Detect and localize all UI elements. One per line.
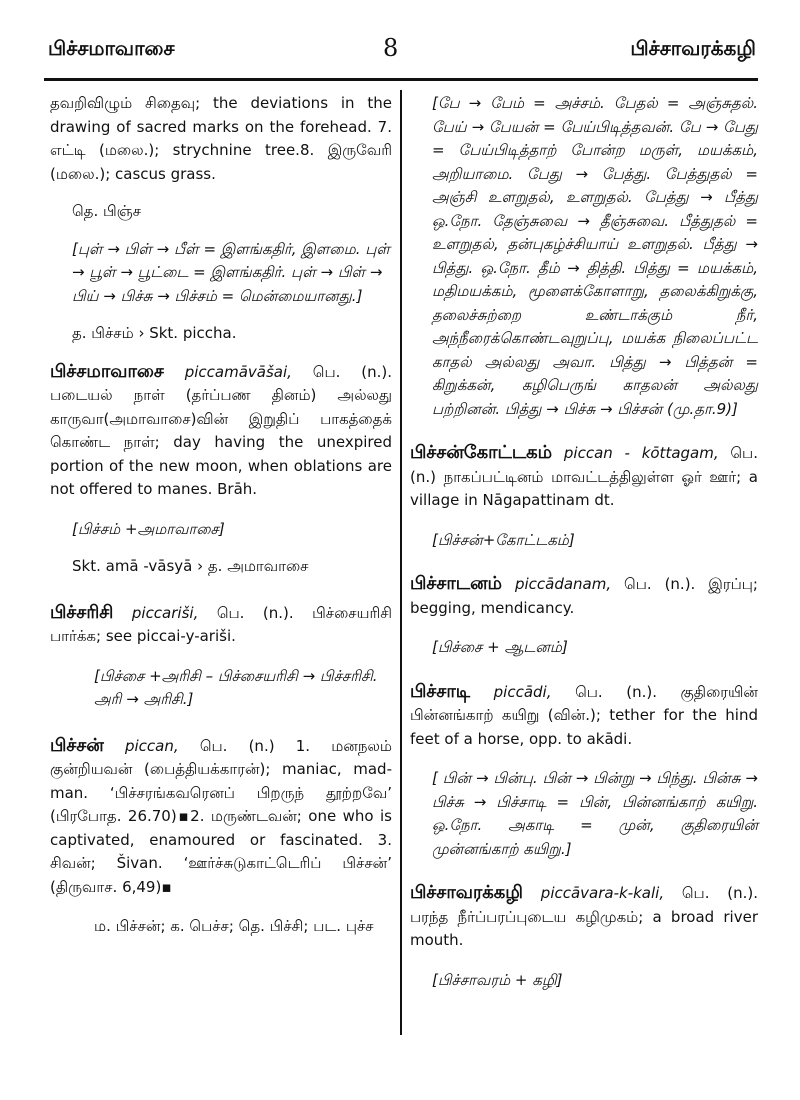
etymology-note: [புள் → பிள் → பீள் = இளங்கதிர், இளமை. புள் → பூள் → பூட்டை = இளங்கதிர். புள் → பிள் → பிய் → பிச்சு → பிச்சம் = மென்மையானது.]: [72, 239, 390, 305]
entry-pos: பெ. (n.).: [216, 603, 294, 622]
entry-definition: இரப்பு; begging, mendicancy.: [410, 575, 758, 617]
entry-headword: பிச்சாடனம்: [410, 573, 503, 594]
entry-transliteration: piccan - kōttagam,: [563, 444, 719, 462]
entry-pos: பெ. (n.): [199, 736, 275, 755]
telugu-cognate: தெ. பிஞ்ச: [72, 202, 142, 220]
entry-definition: படையல் நாள் (தர்ப்பண தினம்) அல்லது காருவா(அமாவாசை)வின் இறுதிப் பாகத்தைக் கொண்ட நாள்; day having the unexpired portion of the new moon, when oblations are not offered to manes. Brāh.: [50, 386, 392, 498]
etymology-note: [பே → பேம் = அச்சம். பேதல் = அஞ்சுதல். பேய் → பேயன் = பேய்பிடித்தவன். பே → பேது = பேய்பிடித்தாற் போன்ற மருள், மயக்கம், அறியாமை. பேது → பேத்து. பேத்துதல் = அஞ்சி உளறுதல், உளறுதல். பேத்து → பீத்து ஒ.நோ. தேஞ்சுவை → தீஞ்சுவை. பீத்துதல் = உளறுதல், தன்புகழ்ச்சியாய் உளறுதல். பீத்து → பித்து. ஒ.நோ. தீம் → தித்தி. பித்து = மயக்கம், மதிமயக்கம், மூளைக்கோளாறு, தலைக்கிறுக்கு, தலைச்சுற்றை உண்டாக்கும் நீர், அந்நீரைக்கொண்டவுறுப்பு, மயக்க நிலைப்பட்ட காதல் அல்லது அவா. பித்து → பித்தன் = கிறுக்கன், கழிபெருங் காதலன் அல்லது பற்றினன். பித்து → பிச்சு → பிச்சன் (மு.தா.9)]: [432, 94, 758, 418]
header-left-guideword: பிச்சமாவாசை: [48, 36, 175, 60]
dictionary-entry: [410, 572, 758, 620]
dictionary-entry: [410, 441, 758, 513]
dictionary-entry: [50, 601, 392, 649]
entry-headword: பிச்சாவரக்கழி: [410, 882, 524, 903]
header-rule: [44, 78, 758, 81]
entry-transliteration: piccādanam,: [514, 575, 612, 593]
page-number: 8: [383, 34, 399, 62]
entry-pos: பெ. (n.).: [624, 575, 696, 593]
entry-pos: பெ. (n.).: [312, 362, 392, 381]
entry-pos: பெ. (n.): [410, 444, 758, 486]
etymology-note: [பிச்சம் +அமாவாசை]: [72, 519, 225, 538]
etymology-note: [ பின் → பின்பு. பின் → பின்று → பிந்து. பின்சு → பிச்சு → பிச்சாடி = பின், பின்னங்காற் கயிறு. ஒ.நோ. அகாடி = முன், குதிரையின் முன்னங்காற் கயிறு.]: [432, 769, 758, 858]
entry-transliteration: piccan,: [124, 736, 179, 755]
entry-definition: பிச்சையரிசி பார்க்க; see piccai-y-ariši.: [50, 603, 392, 645]
entry-transliteration: piccāvara-k-kali,: [540, 884, 665, 902]
left-column: [50, 92, 392, 953]
continued-definition: தவறிவிழும் சிதைவு; the deviations in the drawing of sacred marks on the forehead. 7. எட்டி (மலை.); strychnine tree.8. இருவேரி (மலை.); cascus grass.: [50, 94, 392, 183]
entry-transliteration: piccādi,: [493, 682, 552, 701]
etymology-note: [பிச்சாவரம் + கழி]: [432, 970, 563, 989]
sanskrit-note: Skt. amā -vāsyā › த. அமாவாசை: [72, 557, 309, 575]
entry-pos: பெ. (n.).: [681, 884, 758, 902]
etymology-note: [பிச்சை + ஆடனம்]: [432, 638, 568, 656]
entry-headword: பிச்சன்: [50, 734, 104, 756]
entry-transliteration: piccariši,: [131, 603, 199, 622]
cognates-note: ம. பிச்சன்; க. பெச்ச; தெ. பிச்சி; பட. புச்ச: [94, 917, 374, 935]
right-column: [410, 92, 758, 1006]
entry-transliteration: piccamāvāšai,: [184, 362, 292, 381]
header-right-guideword: பிச்சாவரக்கழி: [630, 36, 756, 60]
entry-definition: பரந்த நீர்ப்பரப்புடைய கழிமுகம்; a broad river mouth.: [410, 907, 758, 949]
entry-headword: பிச்சரிசி: [50, 601, 114, 623]
etymology-note: [பிச்சன்+கோட்டகம்]: [432, 530, 575, 549]
dictionary-entry: [410, 680, 758, 752]
entry-headword: பிச்சன்கோட்டகம்: [410, 442, 553, 463]
dictionary-entry: [50, 734, 392, 900]
sanskrit-note: த. பிச்சம் › Skt. piccha.: [72, 324, 237, 342]
entry-definition: 1. மனநலம் குன்றியவன் (பைத்தியக்காரன்); maniac, mad-man. ‘பிச்சரங்கவரெனப் பிறருந் தூற்றவே’ (பிரபோத. 26.70)▪2. மருண்டவன்; one who is captivated, enamoured or fascinated. 3. சிவன்; Šivan. ‘ஊர்ச்சுடுகாட்டெரிப் பிச்சன்’ (திருவாச. 6,49)▪: [50, 736, 392, 896]
entry-headword: பிச்சாடி: [410, 680, 471, 702]
dictionary-entry: [50, 360, 392, 502]
entry-pos: பெ. (n.).: [575, 682, 657, 701]
entry-headword: பிச்சமாவாசை: [50, 360, 164, 382]
page-header: [0, 0, 800, 82]
dictionary-entry: [410, 881, 758, 953]
etymology-note: [பிச்சை +அரிசி – பிச்சையரிசி → பிச்சரிசி. அரி → அரிசி.]: [94, 666, 378, 708]
entry-definition: நாகப்பட்டினம் மாவட்டத்திலுள்ள ஓர் ஊர்; a village in Nāgapattinam dt.: [410, 467, 758, 509]
entry-definition: குதிரையின் பின்னங்காற் கயிறு (வின்.); tether for the hind feet of a horse, opp. to akādi.: [410, 682, 758, 748]
column-divider: [400, 90, 402, 1035]
